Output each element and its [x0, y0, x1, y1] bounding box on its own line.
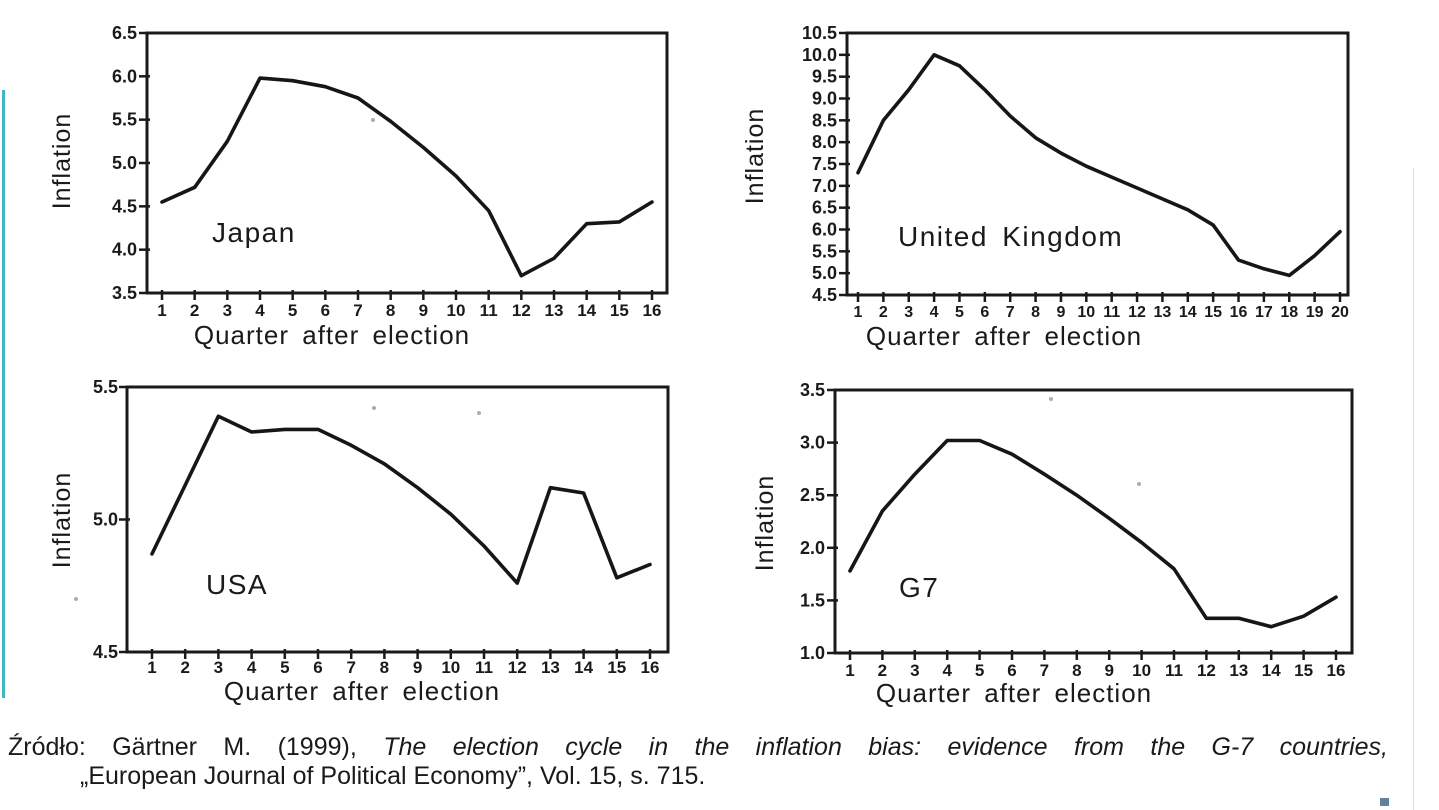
x-tick-label: 4 [942, 661, 952, 680]
x-tick-label: 11 [479, 301, 498, 320]
y-axis-label: Inflation [48, 471, 76, 569]
citation-reference: Gärtner M. (1999), [112, 733, 357, 761]
x-tick-label: 18 [1280, 304, 1299, 321]
plot-frame [147, 33, 667, 293]
y-tick-label: 10.5 [801, 23, 837, 43]
country-label: United Kingdom [898, 221, 1124, 252]
x-tick-label: 11 [475, 658, 493, 677]
x-tick-label: 2 [877, 661, 888, 680]
y-tick-label: 1.0 [799, 643, 825, 663]
y-tick-label: 5.5 [811, 241, 837, 262]
x-tick-label: 10 [1132, 661, 1152, 680]
y-tick-label: 7.0 [811, 175, 837, 196]
y-tick-label: 6.5 [111, 23, 137, 43]
plot-frame [835, 390, 1352, 653]
y-tick-label: 4.5 [811, 285, 837, 305]
y-tick-label: 8.5 [811, 110, 837, 131]
x-tick-label: 5 [287, 301, 298, 320]
y-tick-label: 5.5 [111, 109, 137, 130]
x-tick-label: 8 [379, 658, 390, 677]
y-tick-label: 1.5 [799, 590, 825, 611]
x-tick-label: 2 [878, 304, 888, 321]
citation-line-2: „European Journal of Political Economy”, Vol. 15, s. 715. [80, 762, 706, 790]
x-tick-label: 4 [929, 304, 939, 321]
x-tick-label: 9 [418, 301, 429, 320]
chart-japan [48, 23, 667, 350]
y-tick-label: 5.0 [92, 509, 118, 530]
x-tick-label: 6 [980, 304, 990, 321]
x-tick-label: 1 [157, 301, 167, 320]
y-axis-label: Inflation [751, 474, 779, 572]
x-tick-label: 16 [642, 301, 662, 320]
x-tick-label: 9 [412, 658, 423, 677]
chart-g7 [751, 380, 1352, 708]
x-tick-label: 16 [640, 658, 660, 677]
y-tick-label: 2.5 [799, 485, 825, 506]
y-tick-label: 9.5 [811, 66, 837, 87]
x-tick-label: 10 [441, 658, 461, 677]
x-tick-label: 14 [577, 301, 597, 320]
x-tick-label: 12 [511, 301, 531, 320]
x-tick-label: 13 [1229, 661, 1249, 680]
y-tick-label: 4.5 [92, 642, 118, 662]
x-tick-label: 9 [1056, 304, 1066, 321]
y-tick-label: 9.0 [811, 88, 837, 109]
x-tick-label: 1 [147, 658, 157, 677]
x-tick-label: 5 [280, 658, 290, 677]
y-tick-label: 5.0 [811, 263, 837, 284]
x-tick-label: 1 [853, 304, 863, 321]
x-tick-label: 15 [1294, 661, 1314, 680]
y-tick-label: 3.0 [799, 432, 825, 453]
y-tick-label: 4.0 [111, 239, 137, 260]
x-tick-label: 11 [1165, 661, 1183, 680]
y-tick-label: 3.5 [799, 380, 825, 400]
x-tick-label: 14 [574, 658, 594, 677]
citation-prefix: Źródło: [8, 733, 86, 761]
y-tick-label: 8.0 [811, 132, 837, 153]
y-axis-label: Inflation [741, 107, 769, 205]
x-tick-label: 14 [1261, 661, 1281, 680]
x-tick-label: 11 [1103, 304, 1121, 321]
plot-frame [127, 387, 668, 652]
y-tick-label: 6.0 [111, 66, 137, 87]
x-tick-label: 7 [353, 301, 363, 320]
x-tick-label: 12 [1128, 304, 1146, 321]
y-tick-label: 6.0 [811, 219, 837, 240]
x-tick-label: 7 [346, 658, 356, 677]
x-tick-label: 4 [255, 301, 265, 320]
y-tick-label: 3.5 [111, 283, 137, 303]
x-tick-label: 2 [189, 301, 200, 320]
x-tick-label: 14 [1178, 304, 1197, 321]
x-tick-label: 3 [222, 301, 233, 320]
x-axis-title: Quarter after election [865, 321, 1143, 351]
y-tick-label: 10.0 [801, 44, 837, 65]
country-label: USA [206, 569, 269, 600]
x-tick-label: 19 [1305, 304, 1324, 321]
y-tick-label: 4.5 [111, 196, 137, 217]
x-tick-label: 1 [845, 661, 855, 680]
chart-usa [48, 377, 668, 706]
x-tick-label: 8 [1031, 304, 1041, 321]
country-label: Japan [212, 217, 296, 248]
x-tick-label: 3 [910, 661, 920, 680]
x-tick-label: 15 [1204, 304, 1223, 321]
chart-united-kingdom [741, 23, 1349, 351]
x-tick-label: 6 [320, 301, 331, 320]
x-tick-label: 15 [609, 301, 629, 320]
x-tick-label: 16 [1326, 661, 1346, 680]
x-axis-title: Quarter after election [193, 320, 471, 350]
x-tick-label: 10 [446, 301, 466, 320]
y-tick-label: 2.0 [799, 537, 825, 558]
country-label: G7 [899, 572, 940, 603]
inflation-line [152, 416, 650, 583]
x-tick-label: 15 [607, 658, 627, 677]
y-tick-label: 5.5 [92, 377, 118, 397]
x-tick-label: 20 [1331, 304, 1349, 321]
x-tick-label: 12 [507, 658, 527, 677]
x-tick-label: 2 [180, 658, 190, 677]
x-tick-label: 17 [1254, 304, 1273, 321]
y-tick-label: 7.5 [811, 154, 837, 174]
x-tick-label: 7 [1005, 304, 1015, 321]
x-tick-label: 5 [974, 661, 985, 680]
x-tick-label: 13 [1153, 304, 1172, 321]
x-tick-label: 13 [540, 658, 560, 677]
x-tick-label: 6 [1007, 661, 1017, 680]
x-tick-label: 5 [955, 304, 964, 321]
x-tick-label: 4 [246, 658, 257, 677]
x-tick-label: 3 [213, 658, 224, 677]
x-tick-label: 10 [1077, 304, 1096, 321]
x-tick-label: 6 [313, 658, 323, 677]
x-axis-title: Quarter after election [223, 676, 501, 706]
y-tick-label: 6.5 [811, 197, 837, 218]
x-tick-label: 8 [1072, 661, 1082, 680]
citation-title: The election cycle in the inflation bias: evidence from the G-7 countries, [383, 733, 1389, 761]
x-tick-label: 12 [1196, 661, 1216, 680]
y-axis-label: Inflation [48, 112, 76, 210]
x-axis-title: Quarter after election [875, 678, 1153, 708]
x-tick-label: 3 [904, 304, 914, 321]
x-tick-label: 9 [1104, 661, 1114, 680]
x-tick-label: 13 [544, 301, 564, 320]
source-citation [8, 733, 1388, 791]
x-tick-label: 8 [385, 301, 396, 320]
y-tick-label: 5.0 [111, 153, 137, 173]
x-tick-label: 16 [1229, 304, 1248, 321]
x-tick-label: 7 [1039, 661, 1050, 680]
citation-line-1 [8, 733, 1388, 762]
